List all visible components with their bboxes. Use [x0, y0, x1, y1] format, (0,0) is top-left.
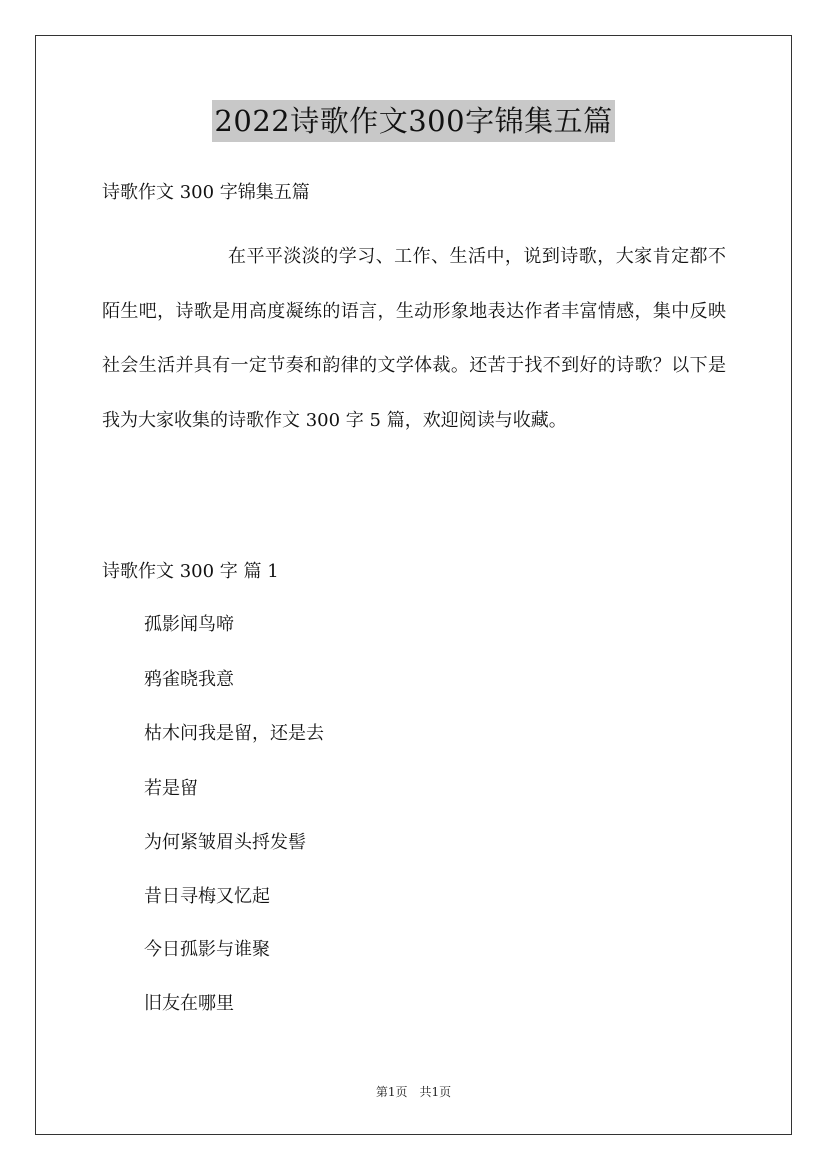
poem-line: 枯木问我是留，还是去 — [144, 723, 324, 744]
poem-line: 昔日寻梅又忆起 — [144, 886, 270, 907]
page-footer: 第1页 共1页 — [375, 1085, 452, 1099]
poem-line: 若是留 — [144, 778, 198, 799]
poem-line: 为何紧皱眉头捋发髻 — [144, 832, 306, 853]
intro-paragraph: 在平平淡淡的学习、工作、生活中，说到诗歌，大家肯定都不陌生吧，诗歌是用高度凝练的语言，生动形象地表达作者丰富情感，集中反映社会生活并具有一定节奏和韵律的文学体裁。还苦于找不到好的诗歌？以下是我为大家收集的诗歌作文 300 字 5 篇，欢迎阅读与收藏。 — [102, 246, 726, 431]
poem-line: 今日孤影与谁聚 — [144, 939, 270, 960]
section-heading: 诗歌作文 300 字 篇 1 — [102, 561, 279, 582]
poem-line: 孤影闻鸟啼 — [144, 614, 234, 635]
document-title — [0, 100, 827, 142]
document-title-text: 2022诗歌作文300字锦集五篇 — [212, 100, 614, 142]
document-subtitle: 诗歌作文 300 字锦集五篇 — [102, 182, 310, 203]
poem-line: 旧友在哪里 — [144, 993, 234, 1014]
poem-line: 鸦雀晓我意 — [144, 669, 234, 690]
